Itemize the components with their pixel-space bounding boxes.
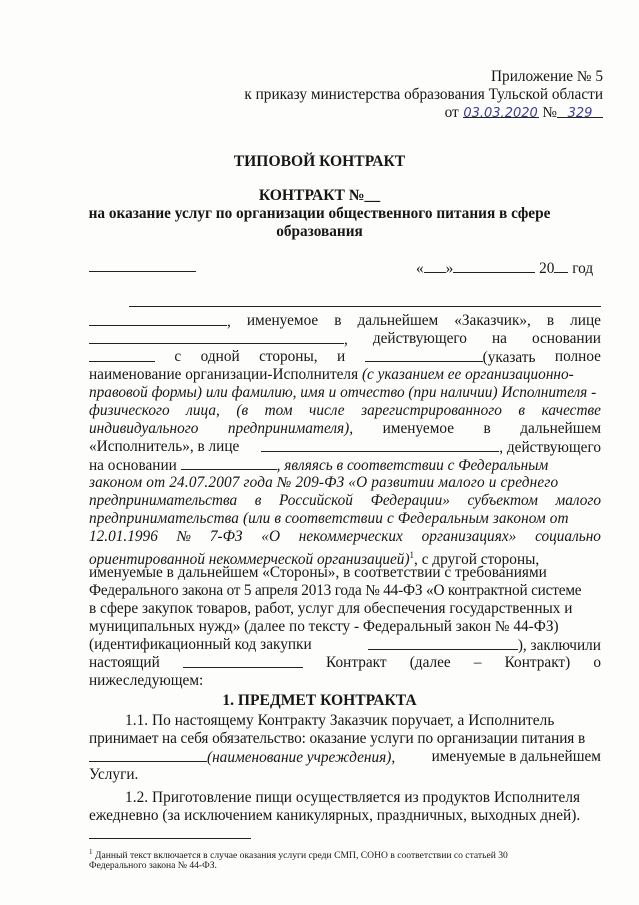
body-line-3: , действующего на основании <box>89 329 601 350</box>
clause-1-1-line-4: Услуги. <box>89 766 139 783</box>
body-line-20: (идентификационный код закупки ), заключили <box>89 636 601 654</box>
body-line-4: с одной стороны, и (указать полное <box>89 347 601 368</box>
body-line-17: Федерального закона от 5 апреля 2013 года № 44-ФЗ «О контрактной системе <box>89 582 582 599</box>
section-1-heading: 1. ПРЕДМЕТ КОНТРАКТА <box>222 692 417 709</box>
clause-1-1-line-3: (наименование учреждения), именуемые в дальнейшем <box>89 747 601 768</box>
body-line-22: нижеследующем: <box>89 672 204 689</box>
body-line-14: 12.01.1996 № 7-ФЗ «О некоммерческих организациях» социально <box>89 528 601 545</box>
body-line-8: индивидуального предпринимателя), именуемое в дальнейшем <box>89 420 601 437</box>
body-line-19: муниципальных нужд» (далее по тексту - Федеральный закон № 44-ФЗ) <box>89 618 559 635</box>
body-line-13: предпринимательства (или в соответствии с Федеральным законом от <box>89 510 569 527</box>
body-line-9: «Исполнитель», в лице , действующего <box>89 438 601 456</box>
appendix-label: Приложение № 5 <box>491 68 603 85</box>
body-line-11: законом от 24.07.2007 года № 209-ФЗ «О развитии малого и среднего <box>89 474 559 491</box>
customer-name-blank <box>129 306 601 307</box>
clause-1-1-line-1: 1.1. По настоящему Контракту Заказчик поручает, а Исполнитель <box>125 712 555 729</box>
body-line-18: в сфере закупок товаров, работ, услуг для обеспечения государственных и <box>89 600 573 617</box>
clause-1-2-line-2: ежедневно (за исключением каникулярных, праздничных, выходных дней). <box>89 807 581 824</box>
clause-1-2-line-1: 1.2. Приготовление пищи осуществляется из продуктов Исполнителя <box>125 789 581 806</box>
body-line-5: наименование организации-Исполнителя (с указанием ее организационно- <box>89 366 574 383</box>
body-line-16: именуемые в дальнейшем «Стороны», в соответствии с требованиями <box>89 564 547 581</box>
order-date-number: от 03.03.2020 № 329 <box>445 103 603 123</box>
body-line-15: ориентированной некоммерческой организацией)$^1$, с другой стороны, <box>89 550 540 569</box>
date-line: « » 20 год <box>416 260 594 277</box>
place-blank <box>89 271 196 272</box>
body-line-21: настоящий Контракт (далее – Контракт) о <box>89 654 601 671</box>
contract-subject-line1: на оказание услуг по организации общественного питания в сфере <box>88 205 551 222</box>
contract-subject-line2: образования <box>276 223 363 240</box>
typical-contract-title: ТИПОВОЙ КОНТРАКТ <box>233 153 406 170</box>
order-reference: к приказу министерства образования Тульской области <box>244 86 603 103</box>
body-line-7: физического лица, (в том числе зарегистрированного в качестве <box>89 402 601 419</box>
body-line-2: , именуемое в дальнейшем «Заказчик», в лице <box>89 311 601 332</box>
footnote-line-2: Федерального закона № 44-ФЗ. <box>89 860 217 871</box>
body-line-6: правовой формы) или фамилию, имя и отчество (при наличии) Исполнителя - <box>89 384 597 401</box>
body-line-12: предпринимательства в Российской Федерации» субъектом малого <box>89 492 601 509</box>
body-line-10: на основании , являясь в соответствии с Федеральным <box>89 457 549 474</box>
contract-number-title: КОНТРАКТ №__ <box>258 187 381 204</box>
clause-1-1-line-2: принимает на себя обязательство: оказание услуги по организации питания в <box>89 730 586 747</box>
footnote-separator <box>89 838 251 839</box>
footnote-line-1: $^1$ Данный текст включается в случае оказания услуги среди СМП, СОНО в соответствии со статьей 30 <box>89 848 508 862</box>
handwritten-date: 03.03.2020 <box>463 106 538 121</box>
handwritten-number: 329 <box>567 106 593 121</box>
